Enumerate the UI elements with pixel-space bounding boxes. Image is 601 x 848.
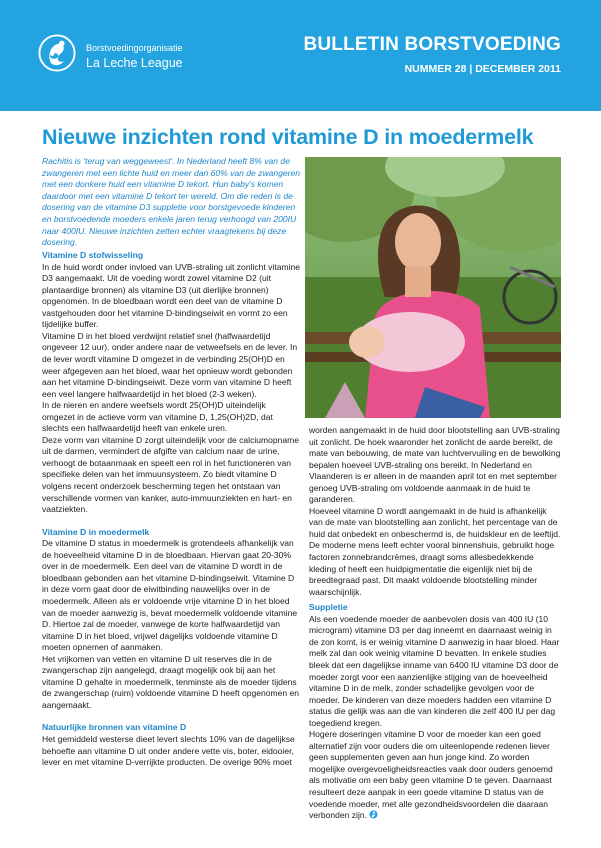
section-heading-natural-sources: Natuurlijke bronnen van vitamine D: [42, 722, 187, 733]
paragraph: Het gemiddeld westerse dieet levert slechts 10% van de dagelijkse behoefte aan vitamine D uit onder andere vette vis, boter, eidooier, lever en met vitamine D-verrijkte producten. De overige 90% moet: [42, 734, 295, 768]
paragraph: De vitamine D status in moedermelk is grotendeels afhankelijk van de hoeveelheid vitamine D in de bloedbaan. Hiervan gaat 20-30% over in de moedermelk. Een deel van de vitamine D wordt in de bloedbaan gebonden aan het vitamine D-bindingseiwit. Vitamine D in deze vorm gaat door de eiwitbinding nauwelijks over in de moedermelk. Alleen als er voldoende vrije vitamine D in het bloed van de moeder aanwezig is, bevat moedermelk voldoende vitamine D. Hiertoe zal de moeder, vanwege de korte halfwaardetijd van vitamine D in het bloed, vrijwel dagelijks voldoende vitamine D moeten opnemen of aanmaken.: [42, 538, 298, 653]
article-title: Nieuwe inzichten rond vitamine D in moedermelk: [42, 125, 534, 149]
article-column-left: [42, 250, 300, 769]
la-leche-league-logo-icon: [38, 34, 76, 72]
paragraph-text: Hogere doseringen vitamine D voor de moeder kan een goed alternatief zijn voor ouders die om uiteenlopende redenen liever geen supplementen geven aan hun jonge kind. Zo worden mogelijke overgevoeligheidsreacties vaak door ouders genoemd als motivatie om een baby geen vitamine D te geven. Daarnaast resulteert deze aanpak in een goede vitamine D status van de voedende moeder, met alle gezondheidsvoordelen die daaraan verbonden zijn.: [309, 729, 553, 821]
paragraph-final: [309, 729, 561, 821]
issue-number: NUMMER 28 | DECEMBER 2011: [404, 63, 561, 75]
section-heading-supplementation: Suppletie: [309, 602, 348, 613]
paragraph: Vitamine D in het bloed verdwijnt relatief snel (halfwaardetijd ongeveer 12 uur). onder andere naar de vetweefsels en de lever. In de lever wordt vitamine D omgezet in de verbinding 25(OH)D en weer afgegeven aan het bloed, waar het opnieuw wordt gebonden aan het vitamine D-bindingseiwit. Deze vorm van vitamine D heeft een veel langere halfwaardetijd in het bloed (2-3 weken).: [42, 330, 298, 399]
section-heading-metabolism: Vitamine D stofwisseling: [42, 250, 144, 260]
paragraph: Het vrijkomen van vetten en vitamine D uit reserves die in de zwangerschap zijn aangelegd, draagt mogelijk ook bij aan het vitamine D gehalte in moedermelk, tenminste als de moeder tijdens de zwangerschap (ruim) voldoende vitamine D heeft opgenomen en aangemaakt.: [42, 653, 300, 710]
paragraph: worden aangemaakt in de huid door blootstelling aan UVB-straling uit zonlicht. De hoek waaronder het zonlicht de aarde bereikt, de mate van bebouwing, de mate van luchtvervuiling en de bewolking bepalen hoeveel UVB-straling ons bereikt. In Nederland en Vlaanderen is er alleen in de maanden april tot en met september genoeg UVB-straling om voldoende aanmaak in de huid te garanderen.: [309, 425, 561, 505]
paragraph: Deze vorm van vitamine D zorgt uiteindelijk voor de calciumopname uit de darmen, vermindert de afgifte van calcium naar de urine, verhoogt de botaanmaak en speelt een rol in het functioneren van specifieke delen van het immuunsysteem. Zo biedt vitamine D volgens recent onderzoek bescherming tegen het ontstaan van verschillende vormen van kanker, auto-immuunziekten en hart- en vaatziekten.: [42, 434, 299, 515]
section-heading-breastmilk: Vitamine D in moedermelk: [42, 526, 150, 537]
mother-breastfeeding-photo: [305, 157, 561, 418]
article-column-right: [309, 425, 561, 822]
header-band: [0, 0, 601, 111]
paragraph: Als een voedende moeder de aanbevolen dosis van 400 IU (10 microgram) vitamine D3 per dag inneemt en daarnaast weinig in de zon komt, is er weinig vitamine D aanwezig in haar bloed. Haar melk zal dan ook weinig vitamine D bevatten. In enkele studies bleek dat een dagelijkse inname van 6400 IU vitamine D3 door de moeder zorgt voor een aanzienlijke stijging van de hoeveelheid vitamine D in de melk, zonder schadelijke gevolgen voor de moeder. De kinderen van deze moeders hadden een vitamine D status die gelijk was aan die van kinderen die zelf 400 IU per dag toegediend kregen.: [309, 613, 560, 728]
article-intro: Rachitis is 'terug van weggeweest'. In Nederland heeft 8% van de zwangeren met een lichte huid en meer dan 60% van de zwangeren met een donkere huid een vitamine D tekort. Hun baby's komen daardoor met een vitamine D tekort ter wereld. Om die reden is de dosering van de vitamine D3 suppletie voor borstgevoede kinderen en borstvoedende moeders enkele jaren terug verhoogd van 200IU naar 400IU. Nieuwe inzichten zetten echter vraagtekens bij deze dosering.: [42, 156, 300, 248]
bulletin-title: BULLETIN BORSTVOEDING: [303, 34, 561, 55]
org-name: La Leche League: [86, 56, 183, 70]
paragraph: Hoeveel vitamine D wordt aangemaakt in de huid is afhankelijk van de mate van blootstelling aan zonlicht, het percentage van de huid dat onbedekt en onbeschermd is, de huidskleur en de leeftijd. De moderne mens leeft echter vooral binnenshuis, gebruikt hoge factoren zonnebrandcrèmes, draagt soms allesbedekkende kleding of heeft een huidpigmentatie die eigenlijk niet bij de breedtegraad past. Dit maakt voldoende blootstelling minder waarschijnlijk.: [309, 505, 561, 597]
paragraph: In de huid wordt onder invloed van UVB-straling uit zonlicht vitamine D3 aangemaakt. Uit de voeding wordt zowel vitamine D2 (uit plantaardige bronnen) als vitamine D3 (uit dierlijke bronnen) opgenomen. In de bloedbaan wordt een deel van de vitamine D vastgehouden door het vitamine D-bindingseiwit en vormt zo een tijdelijke buffer.: [42, 261, 300, 330]
photo-illustration: [305, 157, 561, 418]
org-subtitle: Borstvoedingorganisatie: [86, 43, 183, 53]
lll-end-mark-icon: [369, 810, 378, 819]
paragraph: In de nieren en andere weefsels wordt 25(OH)D uiteindelijk omgezet in de actieve vorm van vitamine D, 1,25(OH)2D, dat slechts een halfwaardetijd heeft van enkele uren.: [42, 400, 273, 434]
